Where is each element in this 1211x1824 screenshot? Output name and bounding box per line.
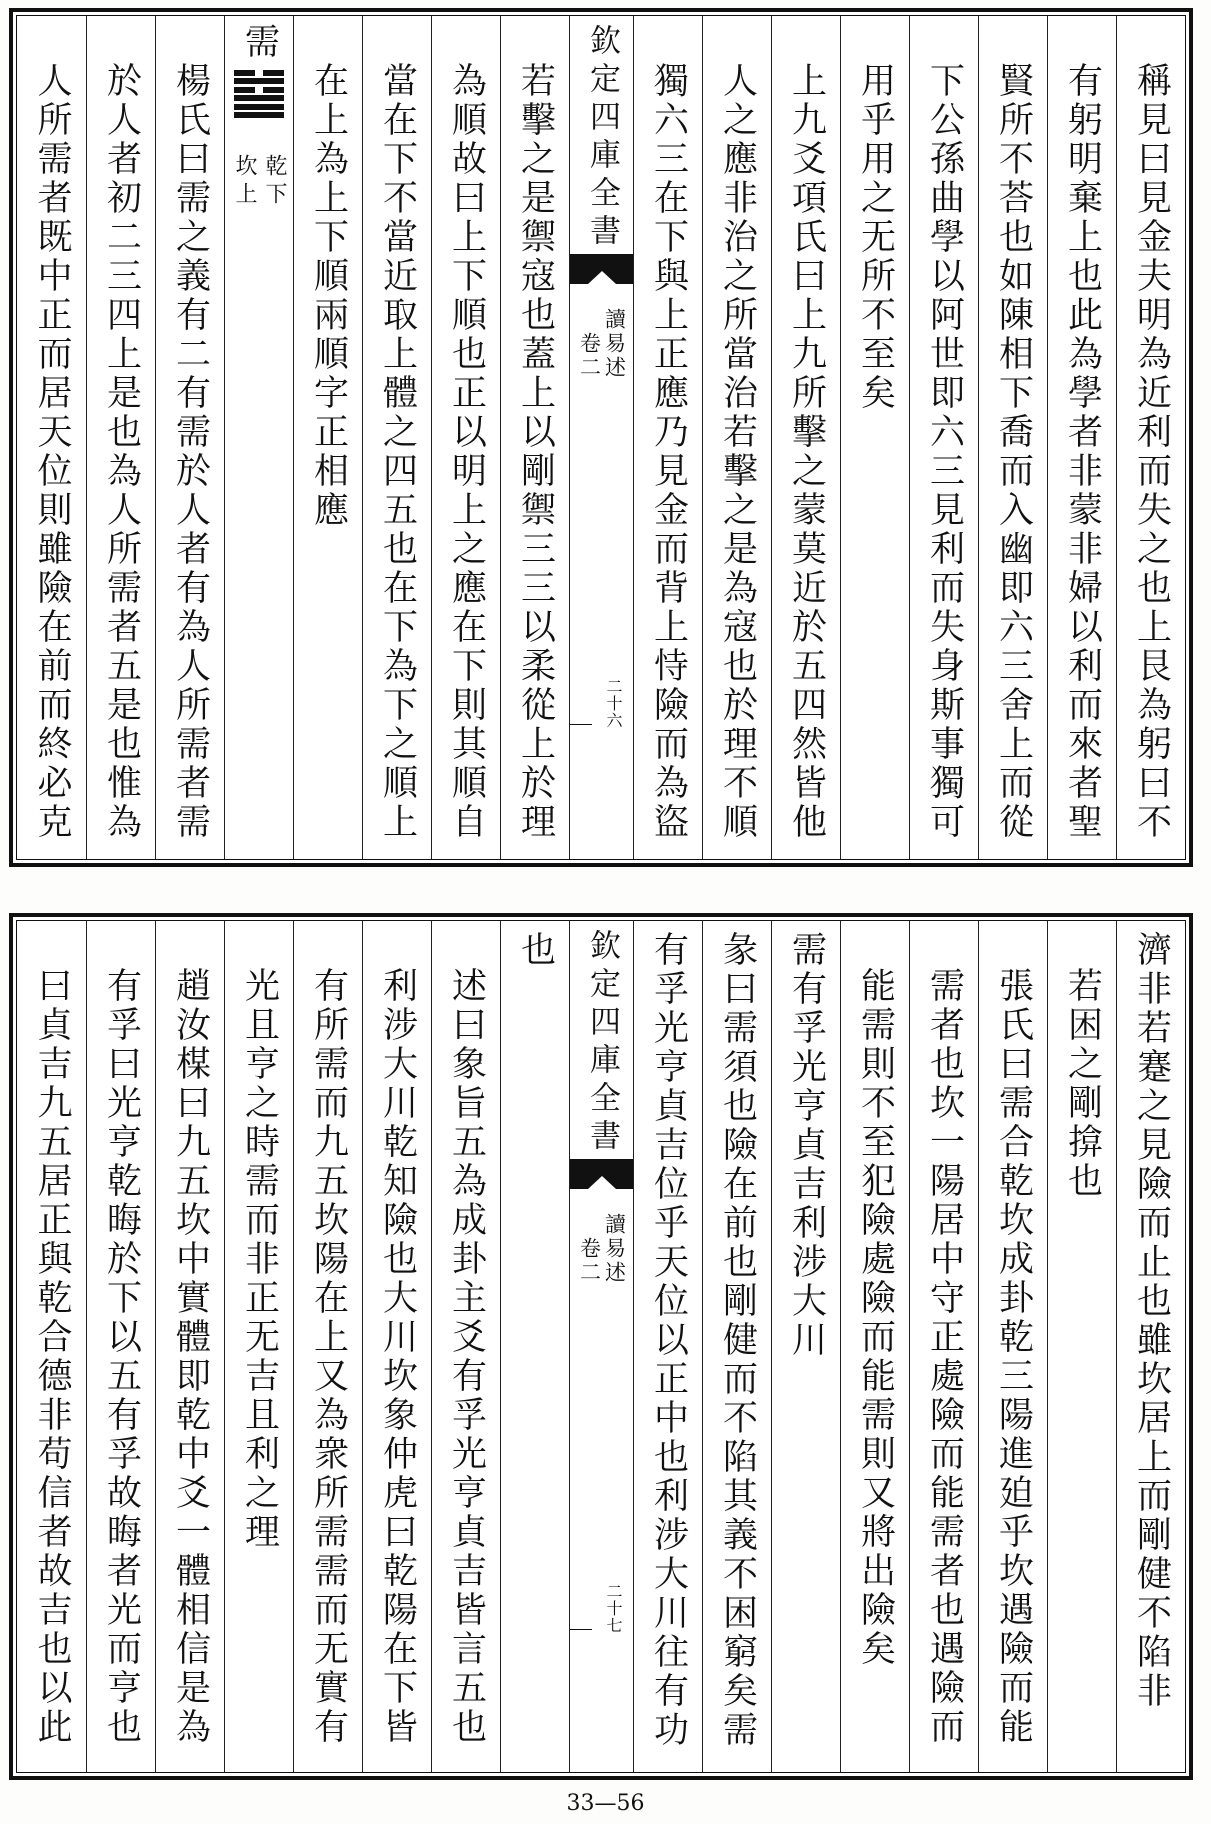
column-text: 獨六三在下與上正應乃見金而背上恃險而為盜: [648, 62, 689, 842]
text-column: [293, 16, 362, 859]
column-text: 利涉大川乾知險也大川坎象仲虎曰乾陽在下皆: [377, 967, 418, 1747]
column-text: 在上為上下順兩順字正相應: [308, 62, 349, 530]
hexagram-block: [233, 16, 285, 210]
collection-heading-text: 欽定四庫全書: [584, 24, 620, 252]
column-text: 光且亨之時需而非正无吉且利之理: [239, 967, 280, 1552]
text-column: [17, 16, 86, 859]
text-column: [500, 921, 569, 1772]
column-text: 有所需而九五坎陽在上又為衆所需需而无實有: [308, 967, 349, 1747]
text-column: [771, 16, 840, 859]
text-column: [155, 16, 224, 859]
center-column-banxin: [569, 16, 633, 859]
text-column: [1116, 921, 1185, 1772]
top-leaf-panel: [9, 8, 1193, 867]
text-column: [155, 921, 224, 1772]
text-column: [431, 921, 500, 1772]
text-column: [224, 921, 293, 1772]
column-text: 人所需者既中正而居天位則雖險在前而終必克: [32, 62, 72, 842]
trigram-labels: [233, 154, 285, 210]
column-text: 趙汝楳曰九五坎中實體即乾中爻一體相信是為: [170, 967, 211, 1747]
text-column: [86, 921, 155, 1772]
page-number: 33—56: [566, 1791, 645, 1816]
column-text: 下公孫曲學以阿世即六三見利而失身斯事獨可: [924, 62, 965, 842]
hexagram-line-broken: [234, 70, 284, 76]
fishtail-mark: [570, 1159, 633, 1189]
text-column: [978, 16, 1047, 859]
fishtail-mark: [570, 254, 633, 284]
upper-trigram-label: 坎上: [232, 153, 257, 210]
book-title: 讀易述: [602, 308, 627, 380]
column-text: 楊氏曰需之義有二有需於人者有為人所需者需: [170, 62, 211, 842]
text-column: [362, 921, 431, 1772]
column-text: 張氏曰需合乾坎成卦乾三陽進廹乎坎遇險而能: [993, 967, 1034, 1747]
text-column: [431, 16, 500, 859]
center-column-banxin: [569, 921, 633, 1772]
hexagram-line-broken: [234, 87, 284, 93]
hexagram-line-segment: [263, 70, 284, 76]
text-column: [1047, 921, 1116, 1772]
text-column: [840, 16, 909, 859]
column-text: 上九爻項氏曰上九所擊之蒙莫近於五四然皆他: [786, 62, 827, 842]
hexagram-line-solid: [234, 104, 284, 110]
text-column: [702, 921, 771, 1772]
text-column: [909, 921, 978, 1772]
leaf-number: 二十六: [604, 678, 623, 729]
text-column: [978, 921, 1047, 1772]
hexagram-column: [224, 16, 293, 859]
column-text: 也: [515, 931, 556, 970]
column-text: 用乎用之无所不至矣: [855, 62, 896, 413]
text-column: [17, 921, 86, 1772]
column-text: 為順故曰上下順也正以明上之應在下則其順自: [446, 62, 487, 842]
column-text: 有孚曰光亨乾晦於下以五有孚故晦者光而亨也: [101, 967, 142, 1747]
column-text: 述曰象旨五為成卦主爻有孚光亨貞吉皆言五也: [446, 967, 487, 1747]
column-text: 曰貞吉九五居正與乾合德非苟信者故吉也以此: [32, 967, 72, 1747]
book-subtitle: [570, 308, 633, 380]
column-text: 當在下不當近取上體之四五也在下為下之順上: [377, 62, 418, 842]
volume-label: 卷二: [577, 332, 602, 380]
column-text: 稱見曰見金夫明為近利而失之也上艮為躬曰不: [1131, 62, 1172, 842]
column-text: 賢所不荅也如陳相下喬而入幽即六三舍上而從: [993, 62, 1034, 842]
book-subtitle: [570, 1213, 633, 1285]
bottom-leaf-frame: [16, 920, 1186, 1773]
collection-heading: [570, 24, 633, 252]
column-text: 能需則不至犯險處險而能需則又將出險矣: [855, 967, 896, 1669]
text-column: [633, 921, 702, 1772]
leaf-number-tick: [570, 1629, 592, 1630]
column-text: 需有孚光亨貞吉利涉大川: [786, 931, 827, 1360]
hexagram-line-segment: [263, 87, 284, 93]
column-text: 彖曰需須也險在前也剛健而不陷其義不困窮矣需: [717, 931, 758, 1750]
top-leaf-frame: [16, 15, 1186, 860]
hexagram-name: 需: [239, 23, 280, 62]
column-text: 濟非若蹇之見險而止也雖坎居上而剛健不陷非: [1131, 931, 1172, 1711]
column-text: 有孚光亨貞吉位乎天位以正中也利涉大川往有功: [648, 931, 689, 1750]
book-title: 讀易述: [602, 1213, 627, 1285]
hexagram-line-solid: [234, 78, 284, 84]
text-column: [362, 16, 431, 859]
column-text: 人之應非治之所當治若擊之是為寇也於理不順: [717, 62, 758, 842]
leaf-number: 二十七: [604, 1583, 623, 1634]
column-text: 於人者初二三四上是也為人所需者五是也惟為: [101, 62, 142, 842]
text-column: [293, 921, 362, 1772]
bottom-leaf-panel: [9, 913, 1193, 1780]
text-column: [702, 16, 771, 859]
lower-trigram-label: 乾下: [262, 153, 287, 210]
text-column: [840, 921, 909, 1772]
volume-label: 卷二: [577, 1237, 602, 1285]
column-text: 需者也坎一陽居中守正處險而能需者也遇險而: [924, 967, 965, 1747]
column-text: 若擊之是禦寇也蓋上以剛禦三三以柔從上於理: [515, 62, 556, 842]
column-text: 若困之剛揜也: [1062, 967, 1103, 1201]
text-column: [633, 16, 702, 859]
hexagram-line-segment: [234, 87, 255, 93]
text-column: [771, 921, 840, 1772]
text-column: [1047, 16, 1116, 859]
text-column: [1116, 16, 1185, 859]
collection-heading: [570, 929, 633, 1157]
text-column: [500, 16, 569, 859]
text-column: [909, 16, 978, 859]
collection-heading-text: 欽定四庫全書: [584, 929, 620, 1157]
leaf-number-tick: [570, 724, 592, 725]
hexagram-line-solid: [234, 95, 284, 101]
hexagram-line-segment: [234, 70, 255, 76]
hexagram-icon: [234, 70, 284, 118]
hexagram-line-solid: [234, 112, 284, 118]
column-text: 有躬明棄上也此為學者非蒙非婦以利而來者聖: [1062, 62, 1103, 842]
text-column: [86, 16, 155, 859]
